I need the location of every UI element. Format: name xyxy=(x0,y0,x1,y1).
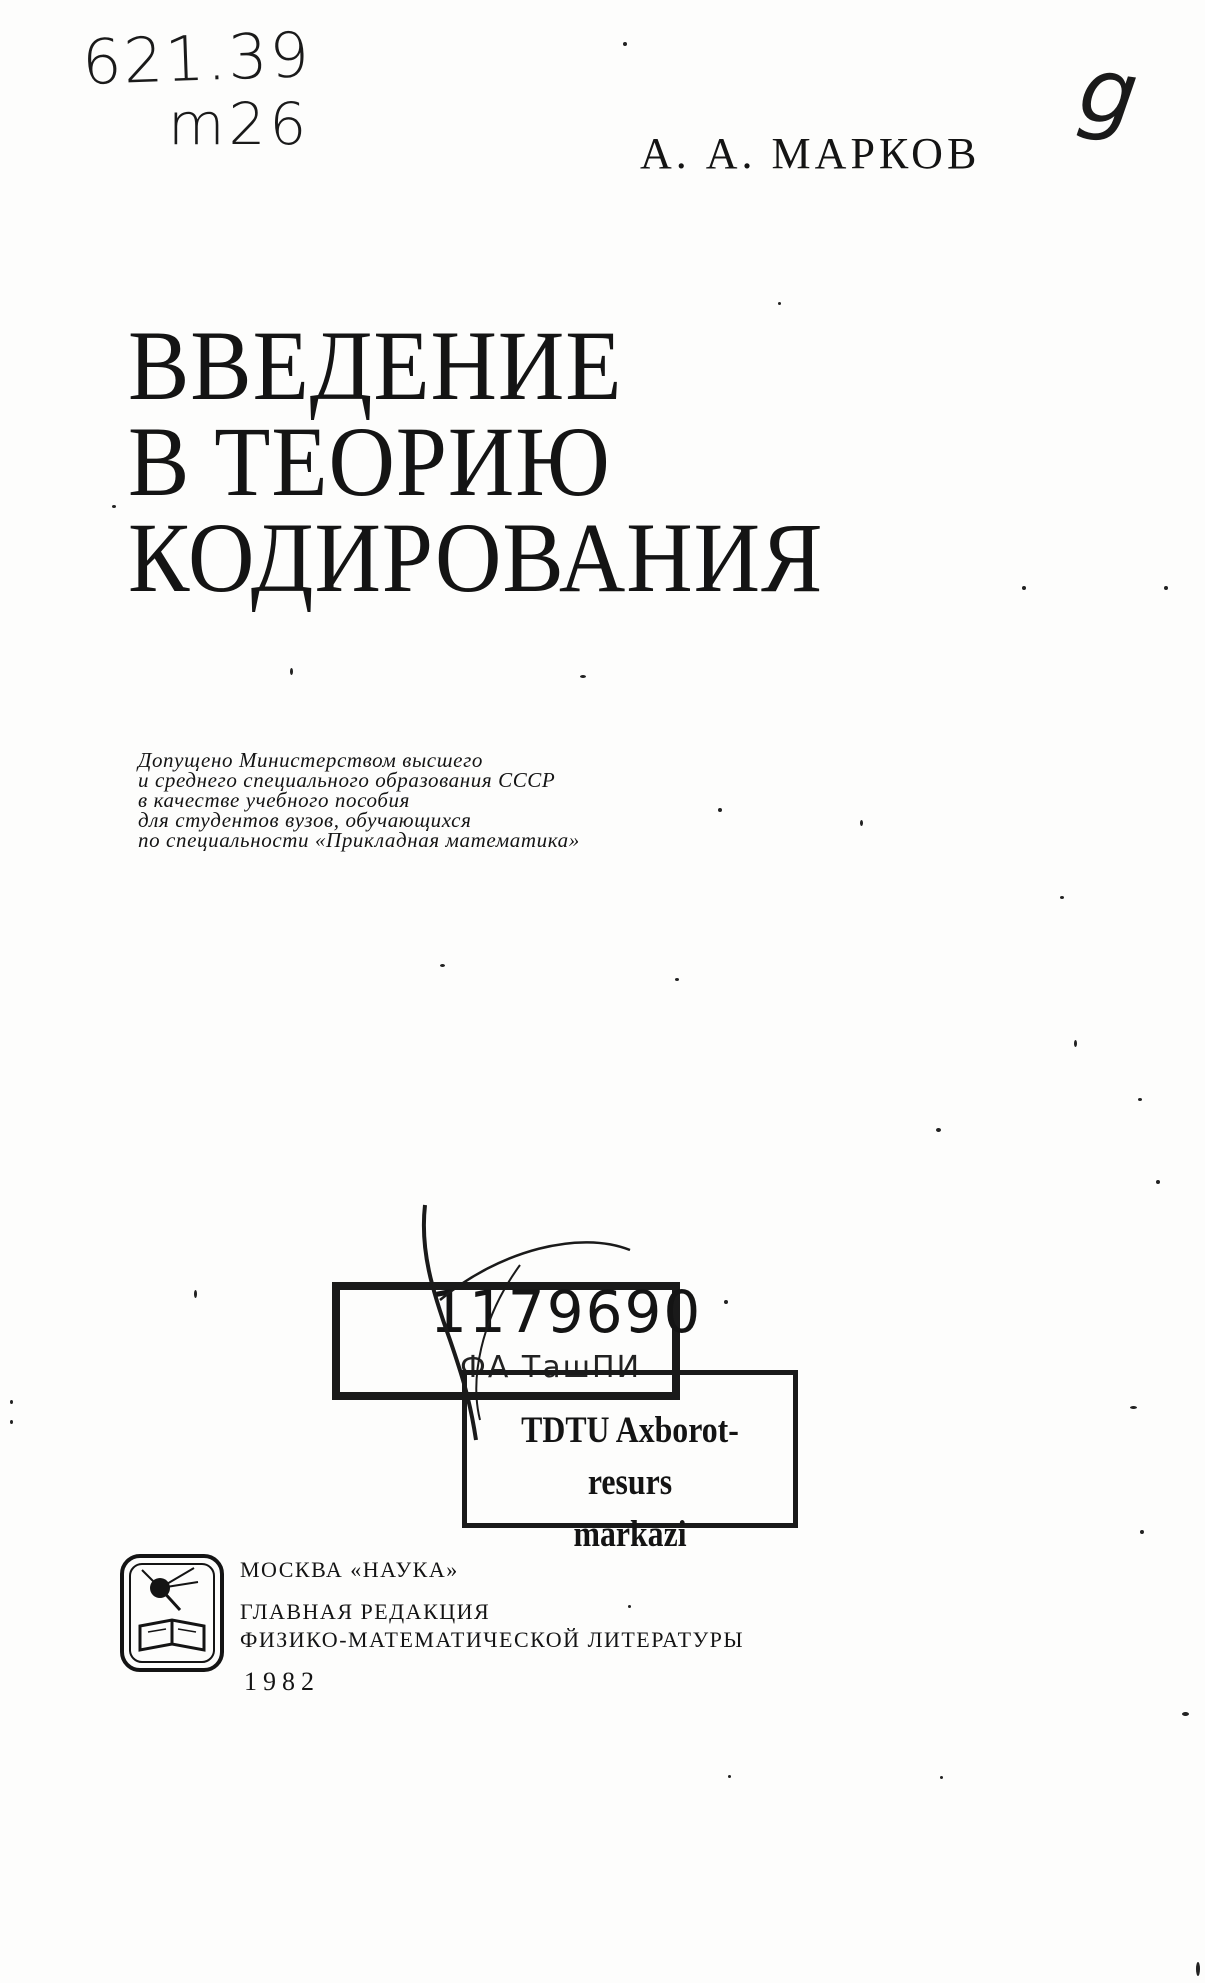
publisher-city: МОСКВА «НАУКА» xyxy=(240,1557,459,1582)
book-title-line: В ТЕОРИЮ xyxy=(128,406,611,517)
approval-line: по специальности «Прикладная математика» xyxy=(138,828,580,852)
scan-speck xyxy=(1196,1962,1200,1976)
author-name: А. А. МАРКОВ xyxy=(640,129,981,178)
scan-speck xyxy=(10,1400,13,1404)
approval-line: для студентов вузов, обучающихся xyxy=(138,808,472,832)
scan-speck xyxy=(1140,1530,1144,1534)
library-stamp-line2: markazi xyxy=(573,1514,687,1555)
nauka-logo-icon xyxy=(118,1552,226,1674)
handwritten-call-number-line1: 621.39 xyxy=(80,18,313,99)
publication-year: 1982 xyxy=(244,1667,320,1696)
scan-speck xyxy=(1182,1712,1189,1716)
scan-speck xyxy=(728,1775,731,1778)
scan-speck xyxy=(860,820,863,826)
scan-speck xyxy=(724,1300,728,1304)
scan-speck xyxy=(628,1605,631,1608)
scan-speck xyxy=(623,42,627,46)
scan-speck xyxy=(1156,1180,1160,1184)
approval-line: в качестве учебного пособия xyxy=(138,788,410,812)
scan-speck xyxy=(1074,1040,1077,1047)
scan-speck xyxy=(1060,896,1064,899)
publisher-block xyxy=(240,1556,744,1654)
book-title-line: ВВЕДЕНИЕ xyxy=(128,310,623,421)
scan-speck xyxy=(1164,586,1168,590)
handwritten-call-number-line2: m26 xyxy=(168,90,311,158)
scan-speck xyxy=(112,505,116,508)
scan-speck xyxy=(580,675,586,678)
approval-line: Допущено Министерством высшего xyxy=(138,748,483,772)
publisher-department: ФИЗИКО-МАТЕМАТИЧЕСКОЙ ЛИТЕРАТУРЫ xyxy=(240,1627,745,1652)
handwritten-margin-mark: g xyxy=(1072,36,1145,149)
scan-speck xyxy=(1130,1406,1137,1409)
scan-speck xyxy=(440,964,445,967)
inventory-stamp-label: ФА ТашПИ xyxy=(460,1350,642,1385)
approval-line: и среднего специального образования СССР xyxy=(138,768,556,792)
scan-speck xyxy=(290,668,293,675)
scan-speck xyxy=(936,1128,941,1132)
library-stamp-line1: TDTU Axborot-resurs xyxy=(521,1410,739,1503)
scan-speck xyxy=(1138,1098,1142,1101)
scan-speck xyxy=(718,808,722,812)
inventory-number: 1179690 xyxy=(430,1278,703,1346)
publisher-edition: ГЛАВНАЯ РЕДАКЦИЯ xyxy=(240,1599,491,1624)
scan-speck xyxy=(1022,586,1026,590)
scan-speck xyxy=(10,1420,13,1424)
scan-speck xyxy=(940,1776,943,1779)
book-title-line: КОДИРОВАНИЯ xyxy=(128,502,824,613)
scan-speck xyxy=(194,1290,197,1298)
scan-speck xyxy=(675,978,679,981)
scan-speck xyxy=(778,302,781,305)
